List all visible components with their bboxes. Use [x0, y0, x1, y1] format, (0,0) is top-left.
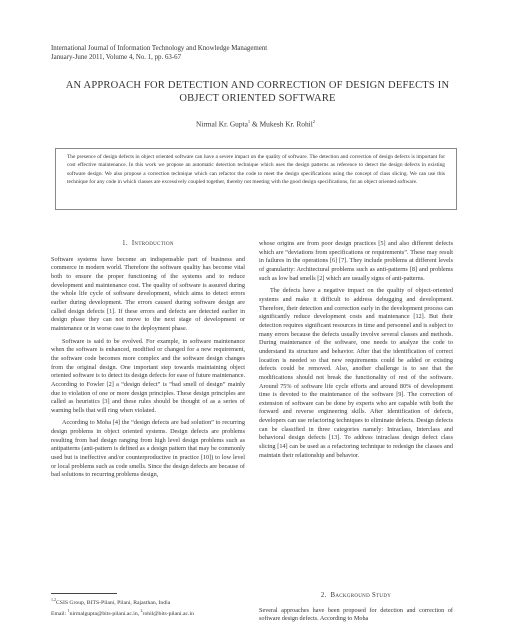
right-column [259, 240, 453, 464]
paragraph: According to Moha [4] the “design defects are bad solution” to recurring design problems in object oriented systems. Design defects are problems resulting from bad design ranging from high level design problems such as antipatterns (anti-pattern is defined as a design pattern that may be commonly used but is ineffective and/or counterproductive in practice [10]) to low level or local problems such as code smells. Since the design defects are because of bad solutions to recurring problems design, [51, 419, 245, 479]
footnote-email [51, 607, 251, 618]
paragraph: Software is said to be evolved. For example, in software maintenance when the software is enhanced, modified or changed for a new requirement, the software code becomes more complex and the software design changes from the original design. One important step towards maintaining object oriented software is to detect its design defects for ease of future maintenance. According to Fowler [2] a “design defect” is “bad smell of design” mainly due to violation of one or more design principles. These design principles are called as heuristics [3] and these rules should be thought of as a series of warning bells that will ring when violated. [51, 337, 245, 414]
author-2: Mukesh Kr. Rohil [259, 119, 313, 129]
paragraph: Several approaches have been proposed for detection and correction of software design defects. According to Moha [259, 606, 453, 623]
section-number: 1. [122, 240, 128, 247]
affiliation-text: CSIS Group, BITS-Pilani, Pilani, Rajasthan, India [56, 599, 171, 606]
affiliation-marks: 1,2 [51, 597, 56, 602]
email-label: Email: [51, 610, 68, 617]
author-1-mark: 1 [247, 119, 251, 124]
author-separator: & [250, 119, 260, 129]
background-section [259, 592, 453, 624]
email-2: rohil@bits-pilani.ac.in [142, 610, 194, 617]
section-heading-introduction [51, 240, 245, 249]
section-title: Background Study [330, 592, 392, 599]
section-number: 2. [320, 592, 327, 599]
section-heading-background [259, 592, 453, 601]
footnote-affiliation [51, 596, 251, 607]
journal-header [51, 44, 267, 62]
paragraph: Software systems have become an indispensable part of business and commerce in modern world. Therefore the software quality has become vital both to ensure the proper functioning of the systems and to reduce development and maintenance cost. The quality of software is assured during the whole life cycle of software development, which aims to detect errors earlier during development. The errors caused during software design are called design defects [1]. If these errors and defects are detected earlier in design phase they can not move to the next stage of development or maintenance or in worse case to the deployment phase. [51, 255, 245, 332]
email-2-mark: 2 [140, 608, 143, 613]
author-2-mark: 2 [312, 119, 316, 124]
paragraph: whose origins are from poor design practices [5] and also different defects which are “deviations from specifications or requirements”. These may result in failures in the operations [6] [7]. They include problems at different levels of granularity: Architectural problems such as anti-patterns [8] and problems such as low bad smells [2] which are usually signs of anti-patterns. [259, 240, 453, 282]
abstract-box [55, 148, 457, 210]
abstract-text: The presence of design defects in object oriented software can have a severe impact on the quality of software. The detection and correction of design defects is important for cost effective maintenance. In this work we propose an automatic detection technique which uses the design patterns as reference to detect the design defects in existing software design. We also propose a correction technique which can refactor the code to meet the design specifications using the concept of class slicing. We can use this technique for any code in which classes are excessively coupled together, thereby not meeting with the good design specifications, for an object oriented software. [67, 154, 445, 185]
left-column [51, 240, 245, 484]
journal-name: International Journal of Information Technology and Knowledge Management [51, 45, 268, 52]
section-title: Introduction [131, 240, 174, 247]
paper-title: AN APPROACH FOR DETECTION AND CORRECTION OF DESIGN DEFECTS IN OBJECT ORIENTED SOFTWARE [65, 80, 450, 105]
email-1-mark: 1 [67, 608, 70, 613]
journal-issue: January-June 2011, Volume 4, No. 1, pp. 63-67 [51, 54, 182, 61]
author-1: Nirmal Kr. Gupta [195, 119, 248, 129]
paragraph: The defects have a negative impact on the quality of object-oriented systems and make it difficult to address debugging and development. Therefore, their detection and correction early in the development process can significantly reduce development costs and maintenance [12]. But their detection requires significant resources in time and personnel and is subject to many errors because the defects usually involve several classes and methods. During maintenance of the software, one needs to analyze the code to understand its structure and behavior. After that the identification of correct location is needed so that new requirements could be added or existing defects could be removed. Also, another challenge is to see that the modifications should not break the functionality of rest of the software. Around 75% of software life cycle efforts and around 80% of development time is devoted to the maintenance of the software [9]. The correction of extension of software can be done by experts who are capable with both the forward and reverse engineering skills. After identification of defects, developers can use refactoring techniques to eliminate defects. Design defects can be classified in three categories namely: Intraclass, Interclass and behavioral design defects [13]. To address intraclass design defect class slicing [14] can be used as a refactoring technique to redesign the classes and maintain their relationship and behavior. [259, 287, 453, 459]
author-line [0, 119, 511, 128]
email-1: nirmalgupta@bits-pilani.ac.in, [69, 610, 141, 617]
footnote-rule [51, 593, 117, 594]
